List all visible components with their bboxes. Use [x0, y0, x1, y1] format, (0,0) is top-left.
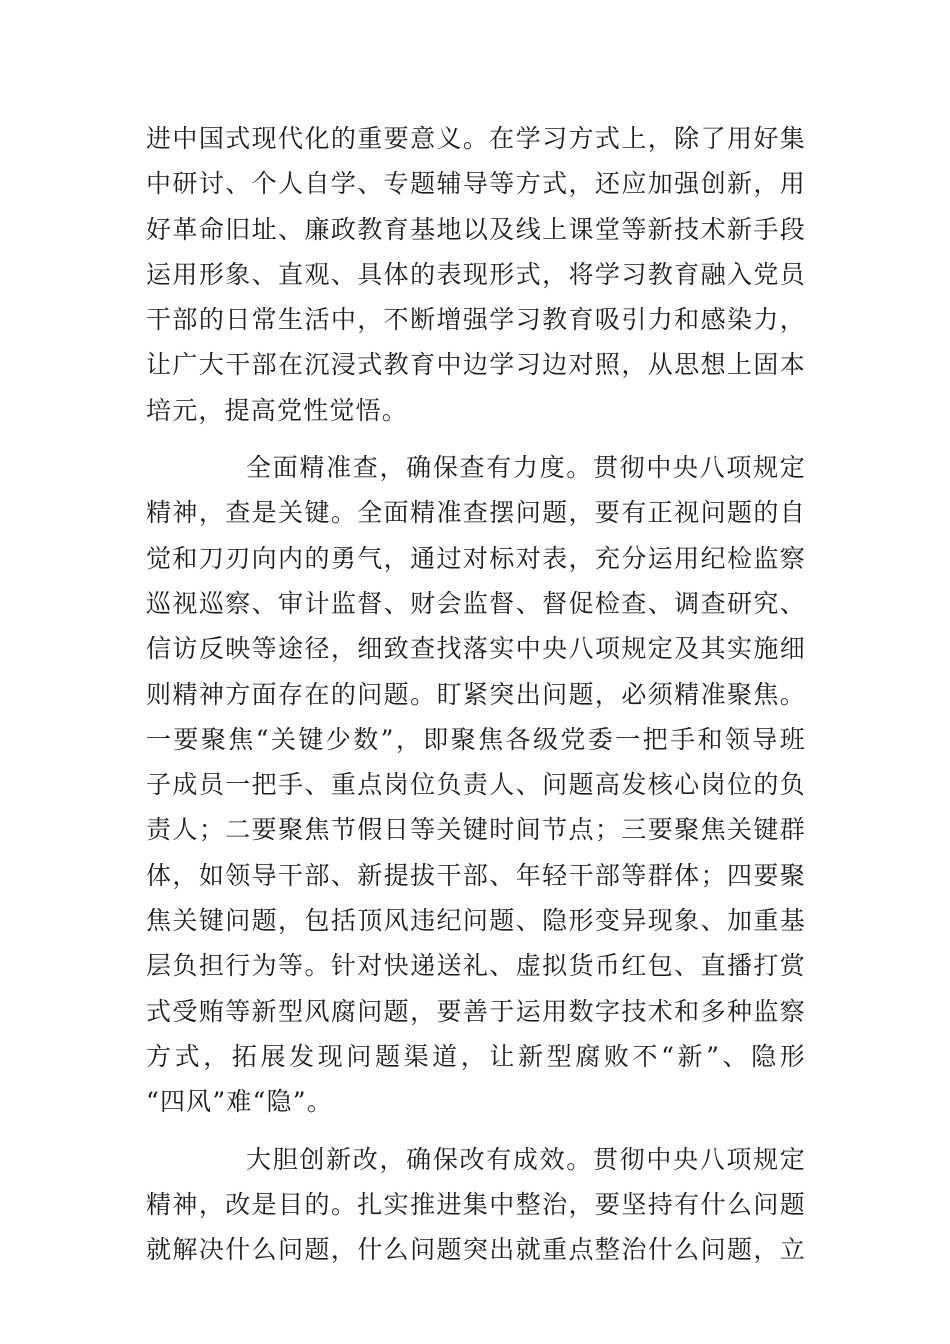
text-line: 精神，查是关键。全面精准查摆问题，要有正视问题的自: [146, 498, 806, 528]
body-text: [146, 116, 806, 1272]
text-line: 就解决什么问题，什么问题突出就重点整治什么问题，立: [146, 1235, 806, 1265]
text-line: 干部的日常生活中，不断增强学习教育吸引力和感染力，: [146, 305, 806, 335]
text-line: 巡视巡察、审计监督、财会监督、督促检查、调查研究、: [146, 588, 806, 618]
text-line: 焦关键问题，包括顶风违纪问题、隐形变异现象、加重基: [146, 906, 806, 936]
text-line: 培元，提高党性觉悟。: [146, 395, 409, 425]
text-line: 好革命旧址、廉政教育基地以及线上课堂等新技术新手段: [146, 214, 806, 244]
text-line: 子成员一把手、重点岗位负责人、问题高发核心岗位的负: [146, 770, 806, 800]
text-line: 运用形象、直观、具体的表现形式，将学习教育融入党员: [146, 259, 806, 289]
text-line: “四风”难“隐”。: [146, 1087, 333, 1117]
text-line: 一要聚焦“关键少数”，即聚焦各级党委一把手和领导班: [146, 724, 806, 754]
text-line: 层负担行为等。针对快递送礼、虚拟货币红包、直播打赏: [146, 951, 806, 981]
text-line: 精神，改是目的。扎实推进集中整治，要坚持有什么问题: [146, 1189, 806, 1219]
paragraph-gap: [146, 433, 806, 445]
text-line: 式受贿等新型风腐问题，要善于运用数字技术和多种监察: [146, 996, 806, 1026]
text-line: 让广大干部在沉浸式教育中边学习边对照，从思想上固本: [146, 350, 806, 380]
text-line: 方式，拓展发现问题渠道，让新型腐败不“新”、隐形: [146, 1041, 806, 1071]
text-line: 体，如领导干部、新提拔干部、年轻干部等群体；四要聚: [146, 860, 806, 890]
paragraph-gap: [146, 1125, 806, 1137]
text-line: 全面精准查，确保查有力度。贯彻中央八项规定: [246, 453, 806, 483]
text-line: 觉和刀刃向内的勇气，通过对标对表，充分运用纪检监察: [146, 543, 806, 573]
text-line: 进中国式现代化的重要意义。在学习方式上，除了用好集: [146, 124, 806, 153]
text-line: 信访反映等途径，细致查找落实中央八项规定及其实施细: [146, 634, 806, 664]
text-line: 中研讨、个人自学、专题辅导等方式，还应加强创新，用: [146, 169, 806, 199]
text-line: 则精神方面存在的问题。盯紧突出问题，必须精准聚焦。: [146, 679, 806, 709]
text-line: 责人；二要聚焦节假日等关键时间节点；三要聚焦关键群: [146, 815, 806, 845]
text-line: 大胆创新改，确保改有成效。贯彻中央八项规定: [246, 1144, 806, 1174]
